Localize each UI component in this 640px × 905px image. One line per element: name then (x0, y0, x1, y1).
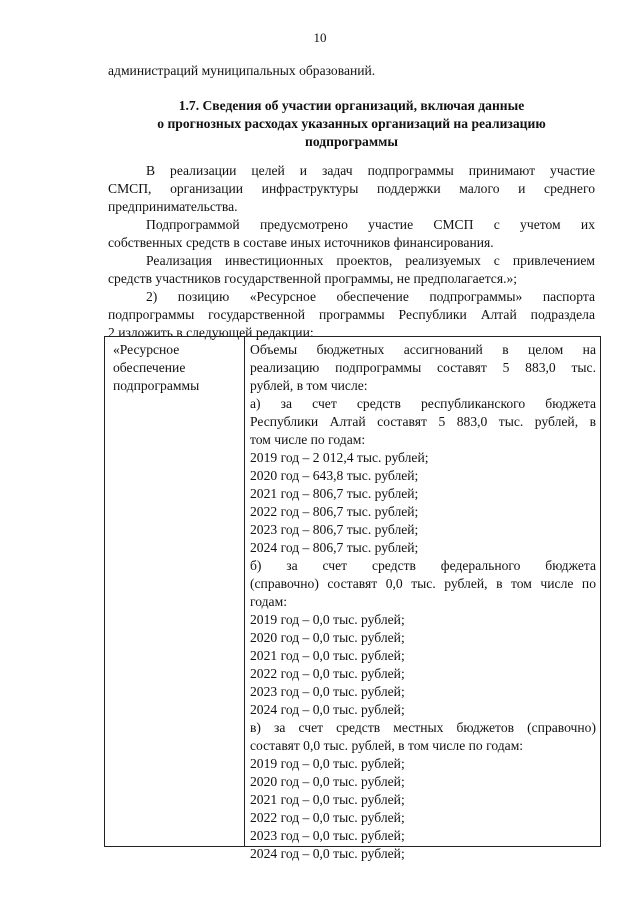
right-cell-line: 2024 год – 0,0 тыс. рублей; (250, 702, 405, 717)
table-column-divider (244, 337, 245, 846)
paragraph-line: СМСП, организации инфраструктуры поддержки малого и среднего (108, 181, 595, 196)
section-heading-line-1: 1.7. Сведения об участии организаций, включая данные (178, 98, 525, 113)
right-cell-line: 2022 год – 806,7 тыс. рублей; (250, 504, 419, 519)
right-cell-line: реализацию подпрограммы составят 5 883,0 тыс. (250, 360, 596, 375)
right-cell-line: 2020 год – 0,0 тыс. рублей; (250, 630, 405, 645)
resource-table (104, 336, 601, 861)
right-cell-line: 2019 год – 0,0 тыс. рублей; (250, 612, 405, 627)
right-cell-line: 2023 год – 0,0 тыс. рублей; (250, 684, 405, 699)
right-cell-line: рублей, в том числе: (250, 378, 368, 393)
right-cell-line: 2023 год – 806,7 тыс. рублей; (250, 522, 419, 537)
table-right-cell (250, 341, 596, 863)
right-cell-line: в) за счет средств местных бюджетов (справочно) (250, 720, 596, 735)
section-heading-line-3: подпрограммы (305, 134, 398, 149)
paragraph-line: Реализация инвестиционных проектов, реализуемых с привлечением (146, 253, 595, 268)
paragraph-line: 2 изложить в следующей редакции: (108, 325, 314, 340)
right-cell-line: 2024 год – 0,0 тыс. рублей; (250, 846, 405, 861)
right-cell-line: годам: (250, 594, 287, 609)
section-heading-line-2: о прогнозных расходах указанных организаций на реализацию (157, 116, 546, 131)
right-cell-line: 2021 год – 806,7 тыс. рублей; (250, 486, 419, 501)
right-cell-line: том числе по годам: (250, 432, 366, 447)
page-number: 10 (313, 30, 327, 45)
right-cell-line: Республики Алтай составят 5 883,0 тыс. рублей, в (250, 414, 596, 429)
paragraph-line: 2) позицию «Ресурсное обеспечение подпрограммы» паспорта (146, 289, 595, 304)
right-cell-line: 2021 год – 0,0 тыс. рублей; (250, 648, 405, 663)
paragraph-line: подпрограммы государственной программы Республики Алтай подраздела (108, 307, 595, 322)
right-cell-line: 2023 год – 0,0 тыс. рублей; (250, 828, 405, 843)
right-cell-line: 2019 год – 2 012,4 тыс. рублей; (250, 450, 429, 465)
right-cell-line: 2022 год – 0,0 тыс. рублей; (250, 810, 405, 825)
right-cell-line: Объемы бюджетных ассигнований в целом на (250, 342, 596, 357)
right-cell-line: б) за счет средств федерального бюджета (250, 558, 596, 573)
intro-line: администраций муниципальных образований. (108, 63, 376, 78)
table-left-cell (113, 341, 241, 395)
paragraph-line: собственных средств в составе иных источников финансирования. (108, 235, 494, 250)
paragraph-line: средств участников государственной программы, не предполагается.»; (108, 271, 518, 286)
right-cell-line: 2024 год – 806,7 тыс. рублей; (250, 540, 419, 555)
right-cell-line: 2022 год – 0,0 тыс. рублей; (250, 666, 405, 681)
right-cell-line: 2021 год – 0,0 тыс. рублей; (250, 792, 405, 807)
right-cell-line: а) за счет средств республиканского бюджета (250, 396, 596, 411)
right-cell-line: 2019 год – 0,0 тыс. рублей; (250, 756, 405, 771)
right-cell-line: 2020 год – 0,0 тыс. рублей; (250, 774, 405, 789)
right-cell-line: 2020 год – 643,8 тыс. рублей; (250, 468, 419, 483)
right-cell-line: составят 0,0 тыс. рублей, в том числе по годам: (250, 738, 524, 753)
right-cell-line: (справочно) составят 0,0 тыс. рублей, в том числе по (250, 576, 596, 591)
paragraph-line: Подпрограммой предусмотрено участие СМСП с учетом их (146, 217, 595, 232)
paragraph-line: предпринимательства. (108, 199, 238, 214)
left-cell-line: подпрограммы (113, 378, 200, 393)
left-cell-line: обеспечение (113, 360, 186, 375)
left-cell-line: «Ресурсное (113, 342, 180, 357)
paragraph-line: В реализации целей и задач подпрограммы принимают участие (146, 163, 595, 178)
